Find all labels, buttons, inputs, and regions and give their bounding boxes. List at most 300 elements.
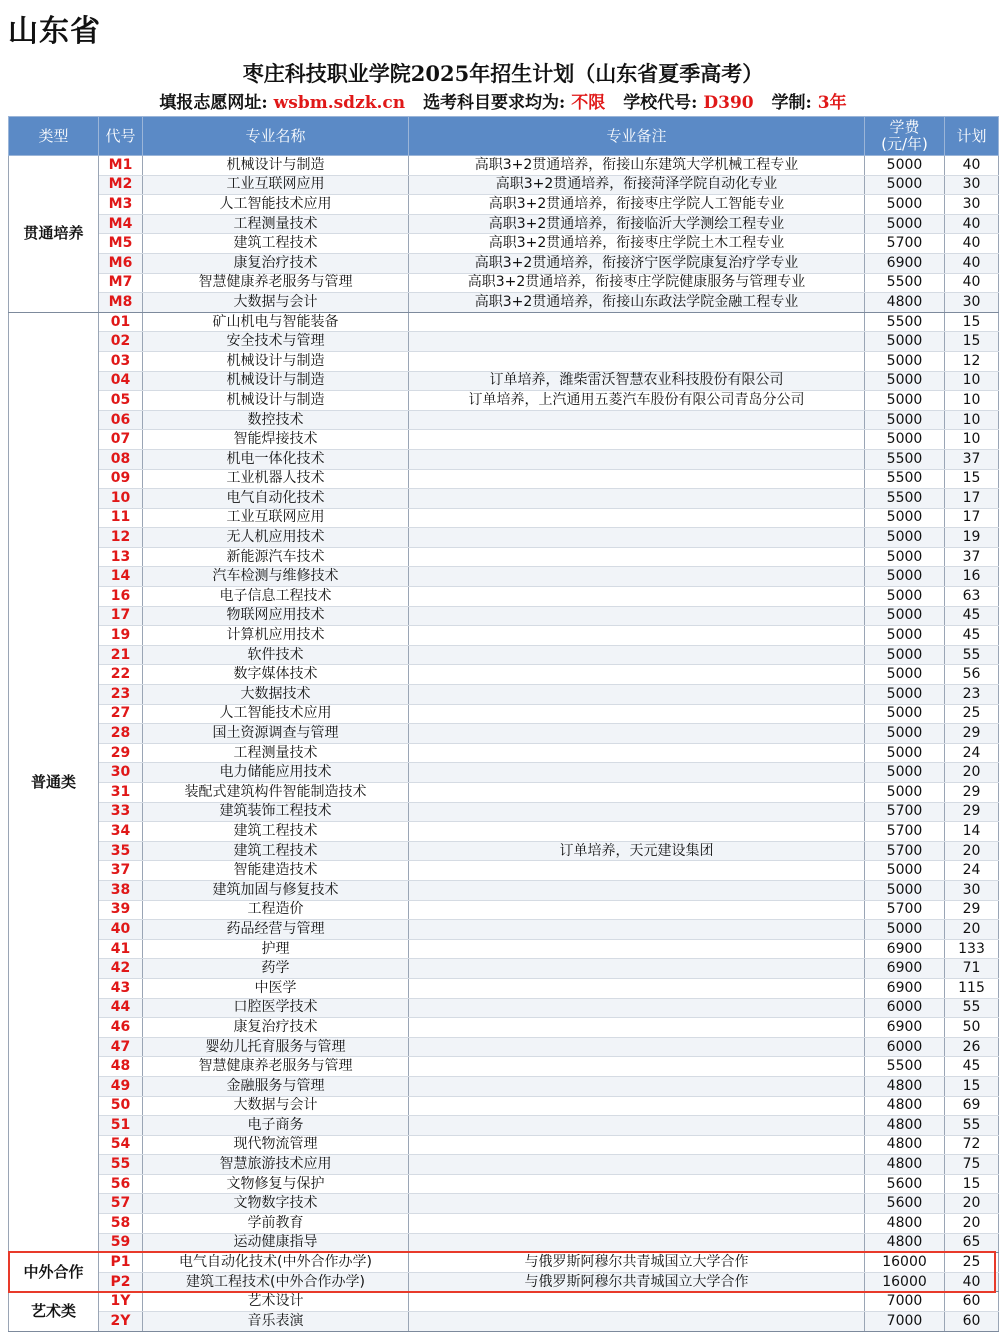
major-name-cell: 工程测量技术 (143, 214, 409, 234)
major-name-cell: 汽车检测与维修技术 (143, 567, 409, 587)
code-cell: M6 (99, 253, 143, 273)
code-cell: 38 (99, 880, 143, 900)
major-note-cell (409, 1155, 865, 1175)
major-note-cell (409, 1214, 865, 1234)
table-row (9, 332, 999, 352)
code-cell: 14 (99, 567, 143, 587)
tuition-cell: 5600 (865, 1194, 945, 1214)
major-name-cell: 机械设计与制造 (143, 156, 409, 176)
table-row (9, 743, 999, 763)
plan-cell: 25 (945, 1253, 999, 1273)
plan-cell: 37 (945, 449, 999, 469)
plan-cell: 30 (945, 293, 999, 313)
major-note-cell (409, 1312, 865, 1332)
major-name-cell: 大数据技术 (143, 685, 409, 705)
major-name-cell: 大数据与会计 (143, 293, 409, 313)
major-name-cell: 运动健康指导 (143, 1233, 409, 1253)
table-row (9, 175, 999, 195)
code-cell: 06 (99, 410, 143, 430)
tuition-cell: 5700 (865, 802, 945, 822)
plan-cell: 37 (945, 547, 999, 567)
major-note-cell (409, 920, 865, 940)
major-name-cell: 装配式建筑构件智能制造技术 (143, 783, 409, 803)
tuition-cell: 5000 (865, 743, 945, 763)
table-row (9, 1174, 999, 1194)
major-name-cell: 机械设计与制造 (143, 391, 409, 411)
tuition-cell: 5000 (865, 391, 945, 411)
tuition-cell: 5700 (865, 234, 945, 254)
major-note-cell (409, 489, 865, 509)
tuition-cell: 5000 (865, 626, 945, 646)
tuition-cell: 5500 (865, 489, 945, 509)
code-cell: 23 (99, 685, 143, 705)
plan-cell: 40 (945, 273, 999, 293)
tuition-cell: 5500 (865, 449, 945, 469)
major-name-cell: 国土资源调查与管理 (143, 724, 409, 744)
header-type: 类型 (9, 117, 99, 156)
code-cell: M2 (99, 175, 143, 195)
website-label: 填报志愿网址: (159, 93, 268, 113)
major-name-cell: 机械设计与制造 (143, 351, 409, 371)
major-name-cell: 电气自动化技术 (143, 489, 409, 509)
code-cell: 1Y (99, 1292, 143, 1312)
code-cell: 29 (99, 743, 143, 763)
major-name-cell: 机电一体化技术 (143, 449, 409, 469)
school-code-label: 学校代号: (623, 93, 698, 113)
code-cell: 31 (99, 783, 143, 803)
major-note-cell (409, 998, 865, 1018)
major-note-cell (409, 1116, 865, 1136)
plan-cell: 15 (945, 469, 999, 489)
table-row (9, 430, 999, 450)
table-row (9, 234, 999, 254)
table-row (9, 312, 999, 332)
code-cell: 34 (99, 822, 143, 842)
major-note-cell (409, 665, 865, 685)
category-cell: 普通类 (9, 312, 99, 1253)
plan-cell: 20 (945, 1214, 999, 1234)
code-cell: 44 (99, 998, 143, 1018)
major-note-cell (409, 900, 865, 920)
code-cell: 04 (99, 371, 143, 391)
table-row (9, 665, 999, 685)
major-note-cell: 与俄罗斯阿穆尔共青城国立大学合作 (409, 1272, 865, 1292)
major-name-cell: 建筑工程技术 (143, 841, 409, 861)
major-note-cell (409, 802, 865, 822)
tuition-cell: 5000 (865, 410, 945, 430)
table-row (9, 1116, 999, 1136)
table-row (9, 371, 999, 391)
major-note-cell (409, 430, 865, 450)
school-code-value: D390 (703, 93, 754, 113)
code-cell: 22 (99, 665, 143, 685)
major-name-cell: 康复治疗技术 (143, 1018, 409, 1038)
table-row (9, 1312, 999, 1332)
tuition-cell: 5000 (865, 430, 945, 450)
code-cell: 07 (99, 430, 143, 450)
table-row (9, 547, 999, 567)
major-name-cell: 建筑工程技术 (143, 234, 409, 254)
major-note-cell: 高职3+2贯通培养，衔接枣庄学院土木工程专业 (409, 234, 865, 254)
code-cell: 2Y (99, 1312, 143, 1332)
major-name-cell: 电气自动化技术(中外合作办学) (143, 1253, 409, 1273)
major-name-cell: 建筑工程技术 (143, 822, 409, 842)
table-row (9, 489, 999, 509)
table-row (9, 959, 999, 979)
tuition-cell: 5000 (865, 528, 945, 548)
major-note-cell (409, 626, 865, 646)
major-note-cell (409, 332, 865, 352)
plan-cell: 115 (945, 978, 999, 998)
major-note-cell: 与俄罗斯阿穆尔共青城国立大学合作 (409, 1253, 865, 1273)
code-cell: 57 (99, 1194, 143, 1214)
code-cell: 48 (99, 1057, 143, 1077)
code-cell: M4 (99, 214, 143, 234)
plan-cell: 15 (945, 312, 999, 332)
plan-cell: 29 (945, 802, 999, 822)
plan-cell: 45 (945, 626, 999, 646)
code-cell: 35 (99, 841, 143, 861)
plan-cell: 40 (945, 234, 999, 254)
tuition-cell: 5000 (865, 880, 945, 900)
major-note-cell: 订单培养，潍柴雷沃智慧农业科技股份有限公司 (409, 371, 865, 391)
table-row (9, 508, 999, 528)
table-row (9, 1057, 999, 1077)
tuition-cell: 5000 (865, 332, 945, 352)
major-name-cell: 药品经营与管理 (143, 920, 409, 940)
plan-cell: 55 (945, 998, 999, 1018)
tuition-cell: 5000 (865, 645, 945, 665)
plan-cell: 55 (945, 1116, 999, 1136)
major-name-cell: 智能焊接技术 (143, 430, 409, 450)
tuition-cell: 5000 (865, 783, 945, 803)
plan-cell: 40 (945, 1272, 999, 1292)
table-body (9, 156, 999, 1332)
tuition-cell: 5000 (865, 547, 945, 567)
table-row (9, 528, 999, 548)
table-row (9, 704, 999, 724)
major-name-cell: 文物数字技术 (143, 1194, 409, 1214)
major-name-cell: 计算机应用技术 (143, 626, 409, 646)
plan-cell: 75 (945, 1155, 999, 1175)
tuition-cell: 5000 (865, 861, 945, 881)
table-row (9, 802, 999, 822)
header-code: 代号 (99, 117, 143, 156)
code-cell: 21 (99, 645, 143, 665)
code-cell: 56 (99, 1174, 143, 1194)
website-value: wsbm.sdzk.cn (273, 93, 406, 113)
major-note-cell (409, 724, 865, 744)
major-name-cell: 建筑加固与修复技术 (143, 880, 409, 900)
subject-value: 不限 (571, 93, 606, 113)
plan-cell: 20 (945, 1194, 999, 1214)
code-cell: 08 (99, 449, 143, 469)
plan-cell: 63 (945, 587, 999, 607)
header-major-name: 专业名称 (143, 117, 409, 156)
plan-cell: 10 (945, 391, 999, 411)
major-name-cell: 智能建造技术 (143, 861, 409, 881)
major-name-cell: 中医学 (143, 978, 409, 998)
category-cell: 中外合作 (9, 1253, 99, 1292)
info-line (0, 88, 1006, 113)
tuition-cell: 5000 (865, 371, 945, 391)
tuition-cell: 5700 (865, 900, 945, 920)
plan-cell: 40 (945, 253, 999, 273)
tuition-cell: 5500 (865, 1057, 945, 1077)
header-plan: 计划 (945, 117, 999, 156)
code-cell: 42 (99, 959, 143, 979)
major-name-cell: 智慧旅游技术应用 (143, 1155, 409, 1175)
code-cell: 40 (99, 920, 143, 940)
table-row (9, 939, 999, 959)
code-cell: 47 (99, 1037, 143, 1057)
major-name-cell: 数控技术 (143, 410, 409, 430)
major-name-cell: 建筑工程技术(中外合作办学) (143, 1272, 409, 1292)
code-cell: 51 (99, 1116, 143, 1136)
tuition-cell: 6900 (865, 253, 945, 273)
major-note-cell (409, 939, 865, 959)
tuition-cell: 5000 (865, 704, 945, 724)
code-cell: M8 (99, 293, 143, 313)
major-note-cell (409, 528, 865, 548)
tuition-cell: 16000 (865, 1253, 945, 1273)
major-name-cell: 智慧健康养老服务与管理 (143, 1057, 409, 1077)
code-cell: M5 (99, 234, 143, 254)
major-note-cell (409, 508, 865, 528)
table-row (9, 1018, 999, 1038)
tuition-cell: 5700 (865, 822, 945, 842)
plan-cell: 45 (945, 1057, 999, 1077)
plan-cell: 71 (945, 959, 999, 979)
tuition-cell: 4800 (865, 1135, 945, 1155)
plan-cell: 40 (945, 156, 999, 176)
major-name-cell: 电力储能应用技术 (143, 763, 409, 783)
tuition-cell: 4800 (865, 1214, 945, 1234)
major-note-cell (409, 410, 865, 430)
major-note-cell: 订单培养，上汽通用五菱汽车股份有限公司青岛分公司 (409, 391, 865, 411)
code-cell: 02 (99, 332, 143, 352)
category-cell: 艺术类 (9, 1292, 99, 1331)
header-tuition: 学费 (元/年) (865, 117, 945, 156)
plan-cell: 45 (945, 606, 999, 626)
major-name-cell: 艺术设计 (143, 1292, 409, 1312)
plan-cell: 17 (945, 508, 999, 528)
plan-cell: 20 (945, 920, 999, 940)
code-cell: 19 (99, 626, 143, 646)
tuition-cell: 5700 (865, 841, 945, 861)
major-note-cell (409, 587, 865, 607)
plan-cell: 10 (945, 430, 999, 450)
major-name-cell: 工业机器人技术 (143, 469, 409, 489)
plan-cell: 30 (945, 880, 999, 900)
plan-cell: 17 (945, 489, 999, 509)
major-note-cell (409, 469, 865, 489)
plan-cell: 23 (945, 685, 999, 705)
major-note-cell (409, 1194, 865, 1214)
tuition-cell: 6000 (865, 1037, 945, 1057)
plan-cell: 10 (945, 410, 999, 430)
code-cell: 50 (99, 1096, 143, 1116)
plan-cell: 15 (945, 332, 999, 352)
plan-cell: 133 (945, 939, 999, 959)
code-cell: M3 (99, 195, 143, 215)
tuition-cell: 5000 (865, 587, 945, 607)
major-name-cell: 软件技术 (143, 645, 409, 665)
major-name-cell: 学前教育 (143, 1214, 409, 1234)
major-note-cell (409, 351, 865, 371)
major-name-cell: 矿山机电与智能装备 (143, 312, 409, 332)
table-row (9, 567, 999, 587)
major-name-cell: 物联网应用技术 (143, 606, 409, 626)
tuition-cell: 4800 (865, 1233, 945, 1253)
major-name-cell: 机械设计与制造 (143, 371, 409, 391)
tuition-cell: 4800 (865, 1116, 945, 1136)
table-row (9, 449, 999, 469)
tuition-cell: 5000 (865, 920, 945, 940)
tuition-cell: 6900 (865, 1018, 945, 1038)
tuition-cell: 5500 (865, 469, 945, 489)
plan-cell: 60 (945, 1312, 999, 1332)
major-note-cell (409, 449, 865, 469)
plan-cell: 14 (945, 822, 999, 842)
table-row (9, 293, 999, 313)
major-name-cell: 电子信息工程技术 (143, 587, 409, 607)
table-row (9, 841, 999, 861)
plan-cell: 29 (945, 783, 999, 803)
code-cell: 10 (99, 489, 143, 509)
tuition-cell: 5000 (865, 175, 945, 195)
plan-cell: 16 (945, 567, 999, 587)
major-note-cell (409, 1057, 865, 1077)
table-row (9, 156, 999, 176)
tuition-cell: 5000 (865, 156, 945, 176)
plan-cell: 15 (945, 1174, 999, 1194)
page-title: 枣庄科技职业学院2025年招生计划（山东省夏季高考） (242, 61, 764, 86)
tuition-cell: 6900 (865, 959, 945, 979)
plan-cell: 24 (945, 861, 999, 881)
major-note-cell (409, 1135, 865, 1155)
code-cell: 09 (99, 469, 143, 489)
table-row (9, 273, 999, 293)
major-note-cell: 高职3+2贯通培养，衔接山东建筑大学机械工程专业 (409, 156, 865, 176)
table-row (9, 998, 999, 1018)
table-row (9, 1214, 999, 1234)
table-row (9, 724, 999, 744)
table-row (9, 1037, 999, 1057)
code-cell: 41 (99, 939, 143, 959)
major-note-cell (409, 959, 865, 979)
major-name-cell: 金融服务与管理 (143, 1076, 409, 1096)
tuition-cell: 5000 (865, 351, 945, 371)
plan-cell: 29 (945, 724, 999, 744)
code-cell: 12 (99, 528, 143, 548)
table-row (9, 391, 999, 411)
plan-cell: 55 (945, 645, 999, 665)
tuition-cell: 5000 (865, 508, 945, 528)
major-name-cell: 无人机应用技术 (143, 528, 409, 548)
tuition-cell: 4800 (865, 1076, 945, 1096)
major-name-cell: 工程测量技术 (143, 743, 409, 763)
tuition-cell: 5000 (865, 606, 945, 626)
plan-cell: 19 (945, 528, 999, 548)
tuition-cell: 5500 (865, 312, 945, 332)
major-note-cell (409, 880, 865, 900)
major-note-cell (409, 1096, 865, 1116)
major-name-cell: 工业互联网应用 (143, 175, 409, 195)
table-row (9, 1076, 999, 1096)
plan-cell: 65 (945, 1233, 999, 1253)
major-note-cell (409, 567, 865, 587)
plan-cell: 29 (945, 900, 999, 920)
code-cell: M1 (99, 156, 143, 176)
major-name-cell: 康复治疗技术 (143, 253, 409, 273)
plan-cell: 40 (945, 214, 999, 234)
major-note-cell: 高职3+2贯通培养，衔接枣庄学院健康服务与管理专业 (409, 273, 865, 293)
tuition-cell: 4800 (865, 1155, 945, 1175)
tuition-cell: 7000 (865, 1292, 945, 1312)
major-name-cell: 安全技术与管理 (143, 332, 409, 352)
plan-cell: 20 (945, 841, 999, 861)
code-cell: 43 (99, 978, 143, 998)
table-row (9, 587, 999, 607)
major-note-cell (409, 1292, 865, 1312)
major-name-cell: 婴幼儿托育服务与管理 (143, 1037, 409, 1057)
table-row (9, 783, 999, 803)
enrollment-plan-table (8, 116, 999, 1332)
tuition-cell: 6900 (865, 978, 945, 998)
table-row (9, 195, 999, 215)
major-note-cell (409, 861, 865, 881)
code-cell: 13 (99, 547, 143, 567)
table-row (9, 1135, 999, 1155)
code-cell: P1 (99, 1253, 143, 1273)
table-row (9, 1253, 999, 1273)
code-cell: 37 (99, 861, 143, 881)
code-cell: 17 (99, 606, 143, 626)
table-row (9, 469, 999, 489)
major-note-cell (409, 606, 865, 626)
table-row (9, 900, 999, 920)
major-note-cell: 高职3+2贯通培养，衔接济宁医学院康复治疗学专业 (409, 253, 865, 273)
major-note-cell: 高职3+2贯通培养，衔接枣庄学院人工智能专业 (409, 195, 865, 215)
major-name-cell: 文物修复与保护 (143, 1174, 409, 1194)
tuition-cell: 16000 (865, 1272, 945, 1292)
subject-label: 选考科目要求均为: (423, 93, 566, 113)
major-name-cell: 药学 (143, 959, 409, 979)
table-row (9, 645, 999, 665)
tuition-cell: 6900 (865, 939, 945, 959)
code-cell: 11 (99, 508, 143, 528)
table-row (9, 1272, 999, 1292)
table-row (9, 822, 999, 842)
province-heading: 山东省 (8, 14, 101, 49)
major-note-cell (409, 978, 865, 998)
major-name-cell: 人工智能技术应用 (143, 704, 409, 724)
table-row (9, 1096, 999, 1116)
table-row (9, 920, 999, 940)
plan-cell: 69 (945, 1096, 999, 1116)
table-row (9, 763, 999, 783)
code-cell: 28 (99, 724, 143, 744)
tuition-cell: 5000 (865, 665, 945, 685)
major-note-cell (409, 743, 865, 763)
table-row (9, 880, 999, 900)
tuition-cell: 6000 (865, 998, 945, 1018)
tuition-cell: 5000 (865, 195, 945, 215)
plan-cell: 20 (945, 763, 999, 783)
table-row (9, 1292, 999, 1312)
plan-cell: 15 (945, 1076, 999, 1096)
